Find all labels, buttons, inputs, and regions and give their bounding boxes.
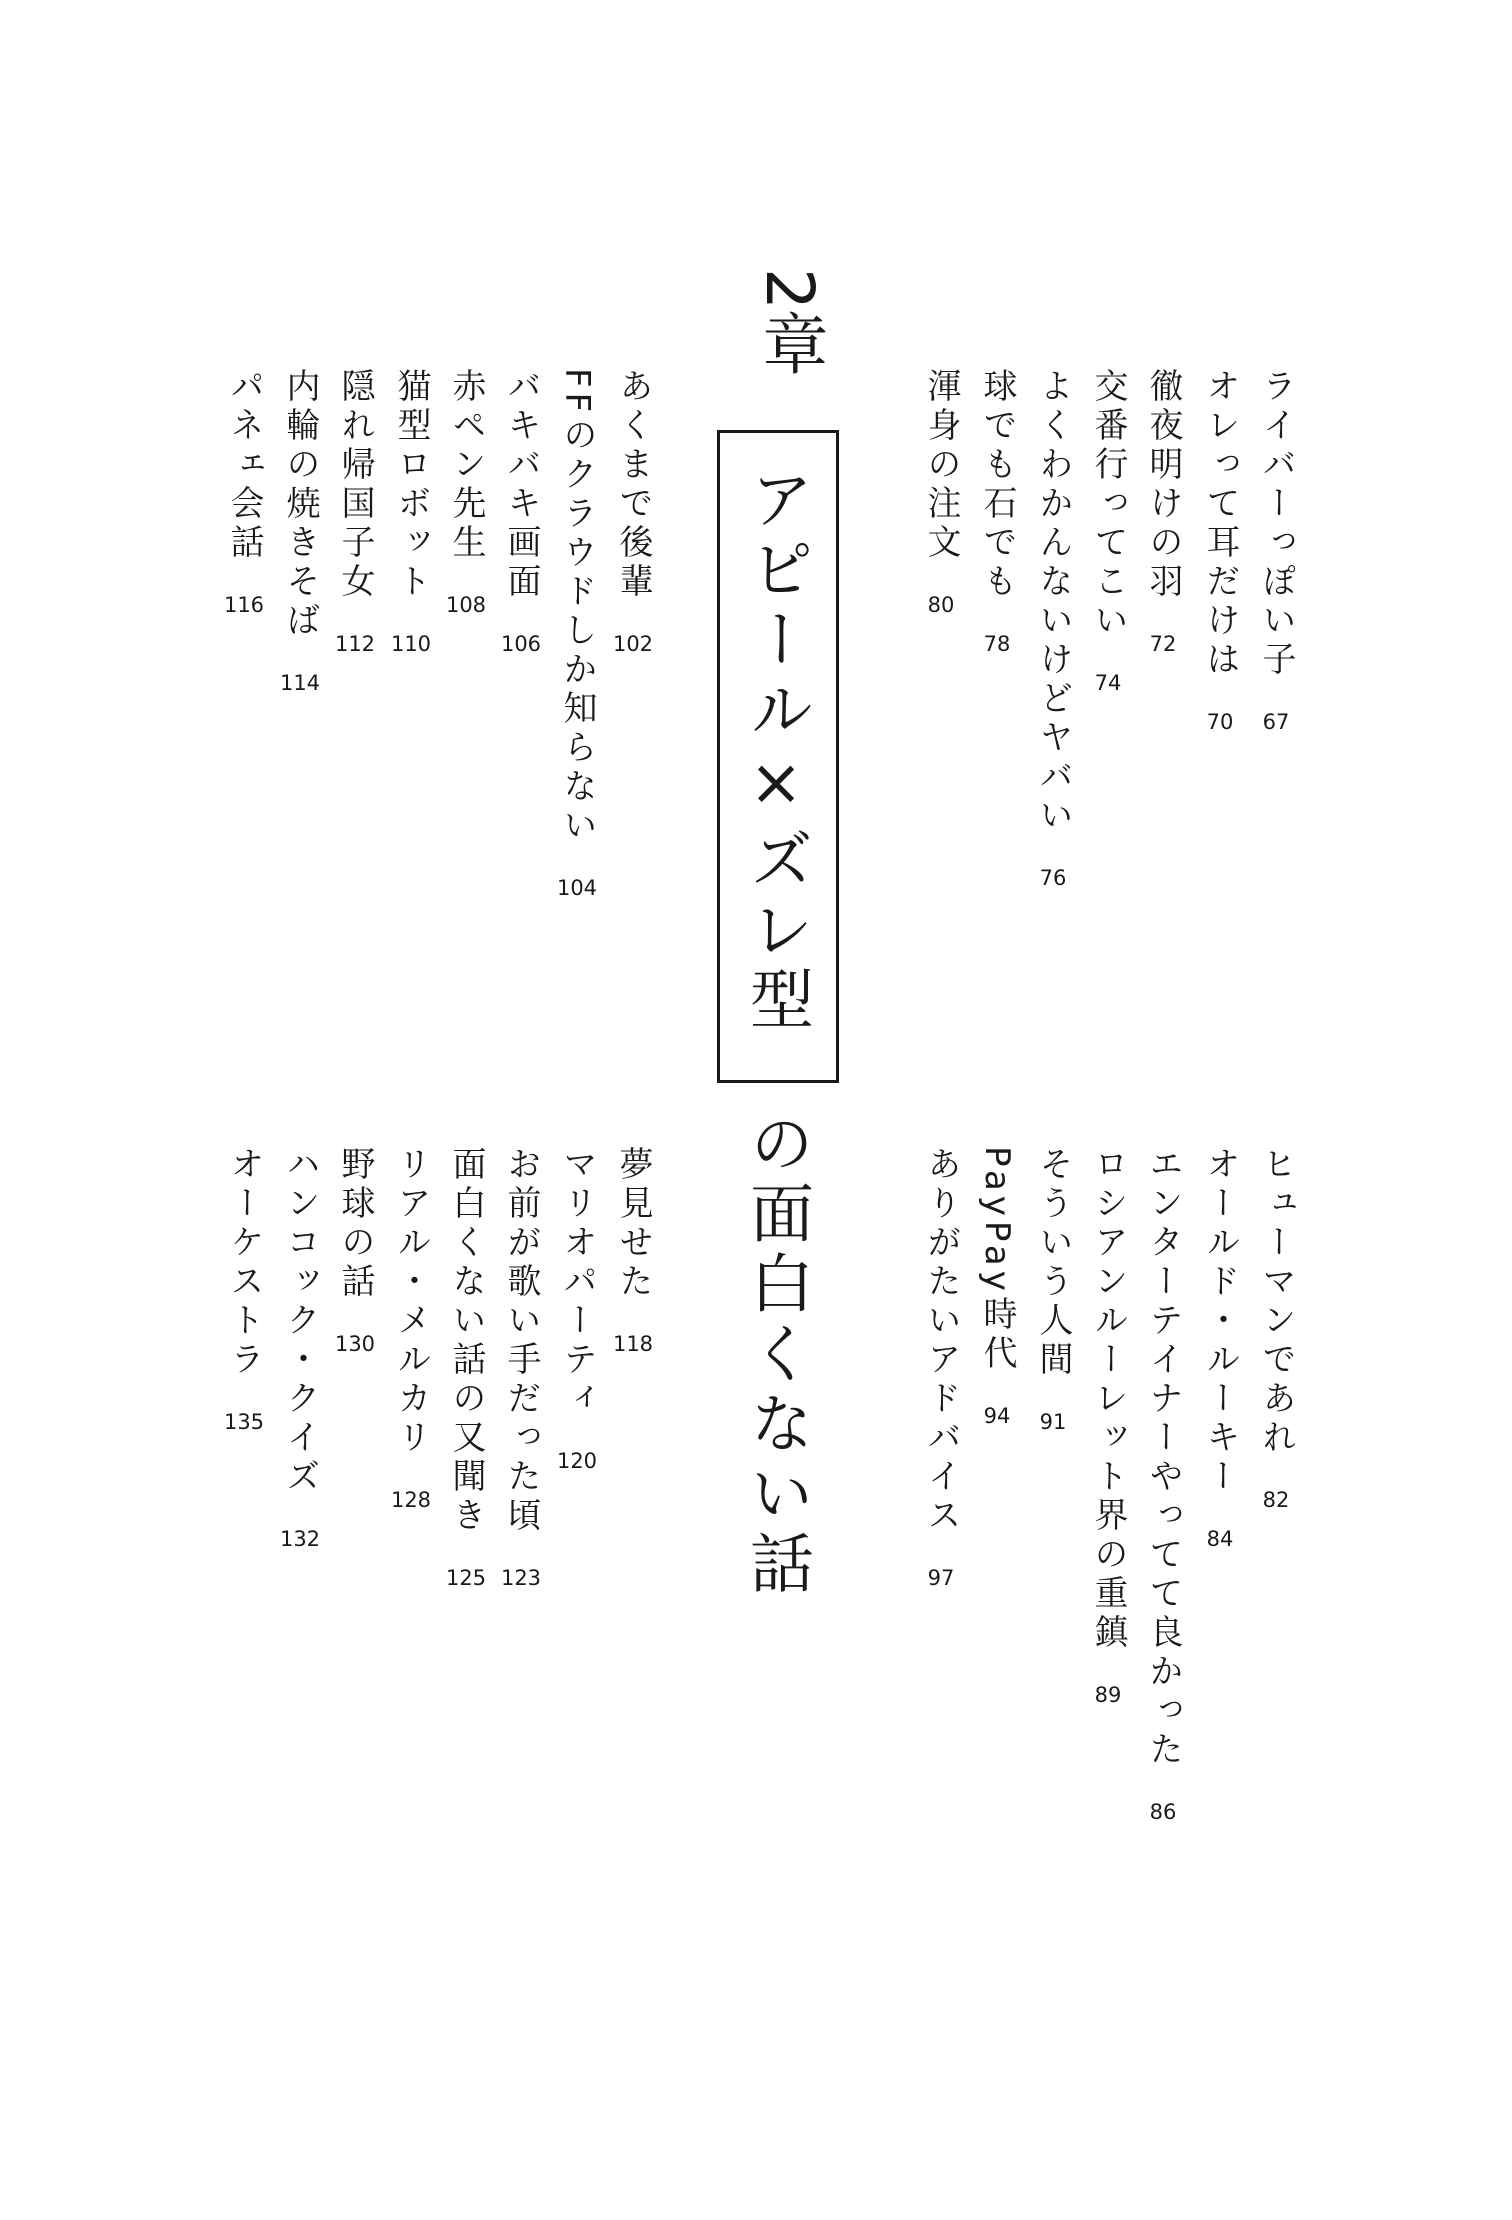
toc-entry-title: オールド・ルーキー: [1200, 1146, 1240, 1497]
toc-entry-title: ハンコック・クイズ: [280, 1146, 320, 1497]
toc-entry-page: 108: [445, 593, 487, 617]
toc-entry-page: 135: [223, 1410, 265, 1434]
toc-entry-page: 114: [279, 671, 321, 695]
toc-entry-page: 110: [390, 632, 432, 656]
toc-entry-title: バキバキ画面: [501, 368, 541, 602]
toc-entry-title: オレって耳だけは: [1200, 368, 1240, 680]
toc-entry: [974, 368, 1020, 656]
toc-entry-title: 野球の話: [335, 1146, 375, 1302]
toc-entry: [1253, 1146, 1299, 1512]
toc-entry: [1197, 368, 1243, 734]
toc-entry: [1197, 1146, 1243, 1551]
toc-entry-page: 120: [556, 1449, 598, 1473]
toc-entry: [610, 1146, 656, 1356]
toc-entry-title: お前が歌い手だった頃: [501, 1146, 541, 1536]
toc-entry-title: パネェ会話: [224, 368, 264, 563]
toc-entry-page: 112: [334, 632, 376, 656]
toc-entry: [498, 368, 544, 656]
toc-entry-title: マリオパーティ: [557, 1146, 597, 1419]
toc-entry: [388, 368, 434, 656]
toc-entry-title: ロシアンルーレット界の重鎮: [1088, 1146, 1128, 1653]
toc-entry-title: 渾身の注文: [921, 368, 961, 563]
toc-entry-page: 106: [500, 632, 542, 656]
toc-entry: [1030, 1146, 1076, 1434]
toc-entry-page: 128: [390, 1488, 432, 1512]
toc-entry: [443, 1146, 489, 1590]
toc-entry: [1085, 368, 1131, 695]
toc-entry-title: 猫型ロボット: [391, 368, 431, 602]
toc-entry: [332, 1146, 378, 1356]
toc-entry: [498, 1146, 544, 1590]
toc-entry-page: 67: [1262, 710, 1290, 734]
chapter-label-text: 2章: [751, 268, 828, 376]
toc-entry: [918, 1146, 964, 1590]
toc-entry-page: 86: [1149, 1800, 1177, 1824]
toc-entry: [554, 368, 600, 900]
toc-entry: [1030, 368, 1076, 890]
toc-entry-title: リアル・メルカリ: [391, 1146, 431, 1458]
toc-entry: [1140, 368, 1186, 656]
toc-entry-title: ヒューマンであれ: [1256, 1146, 1296, 1458]
toc-entry-title: よくわかんないけどヤバい: [1033, 368, 1073, 836]
toc-entry-page: 123: [500, 1566, 542, 1590]
toc-entry-page: 89: [1094, 1683, 1122, 1707]
toc-entry: [1085, 1146, 1131, 1707]
toc-entry-page: 132: [279, 1527, 321, 1551]
toc-entry: [1253, 368, 1299, 734]
toc-entry-page: 125: [445, 1566, 487, 1590]
toc-entry-page: 118: [612, 1332, 654, 1356]
toc-entry-title: エンターテイナーやってて良かった: [1143, 1146, 1183, 1770]
toc-entry: [388, 1146, 434, 1512]
toc-entry-page: 84: [1206, 1527, 1234, 1551]
toc-entry: [277, 368, 323, 695]
toc-entry-page: 130: [334, 1332, 376, 1356]
toc-entry: [1140, 1146, 1186, 1824]
toc-entry: [332, 368, 378, 656]
toc-entry-title: ありがたいアドバイス: [921, 1146, 961, 1536]
toc-entry-title: ライバーっぽい子: [1256, 368, 1296, 680]
toc-entry: [277, 1146, 323, 1551]
toc-entry: [974, 1146, 1020, 1428]
toc-entry: [221, 368, 267, 617]
toc-entry-page: 102: [612, 632, 654, 656]
toc-entry-page: 116: [223, 593, 265, 617]
toc-entry-page: 97: [927, 1566, 955, 1590]
toc-entry-title: 夢見せた: [613, 1146, 653, 1302]
toc-entry-title: 面白くない話の又聞き: [446, 1146, 486, 1536]
toc-entry-title: FFのクラウドしか知らない: [557, 368, 597, 847]
toc-entry: [554, 1146, 600, 1473]
toc-entry-page: 76: [1039, 866, 1067, 890]
toc-entry-page: 78: [983, 632, 1011, 656]
toc-entry-title: PayPay時代: [977, 1146, 1017, 1374]
toc-entry-title: そういう人間: [1033, 1146, 1073, 1380]
toc-entry: [221, 1146, 267, 1434]
toc-entry: [443, 368, 489, 617]
toc-entry-page: 104: [556, 876, 598, 901]
toc-entry-page: 70: [1206, 710, 1234, 734]
toc-entry-title: 赤ペン先生: [446, 368, 486, 563]
chapter-title-boxed: アピール×ズレ型: [739, 466, 813, 1036]
toc-entry-page: 80: [927, 593, 955, 617]
toc-entry-title: 内輪の焼きそば: [280, 368, 320, 641]
chapter-title-rest: の面白くない話: [739, 1110, 813, 1600]
chapter-label: [748, 268, 830, 418]
toc-entry-title: 徹夜明けの羽: [1143, 368, 1183, 602]
toc-entry: [918, 368, 964, 617]
toc-entry-page: 94: [983, 1403, 1011, 1428]
toc-entry-title: オーケストラ: [224, 1146, 264, 1380]
toc-entry-title: 交番行ってこい: [1088, 368, 1128, 641]
toc-entry-title: 球でも石でも: [977, 368, 1017, 602]
toc-entry-title: あくまで後輩: [613, 368, 653, 602]
toc-entry-page: 74: [1094, 671, 1122, 695]
toc-entry-page: 72: [1149, 632, 1177, 656]
toc-entry-page: 82: [1262, 1488, 1290, 1512]
toc-entry: [610, 368, 656, 656]
toc-entry-page: 91: [1039, 1410, 1067, 1434]
toc-entry-title: 隠れ帰国子女: [335, 368, 375, 602]
